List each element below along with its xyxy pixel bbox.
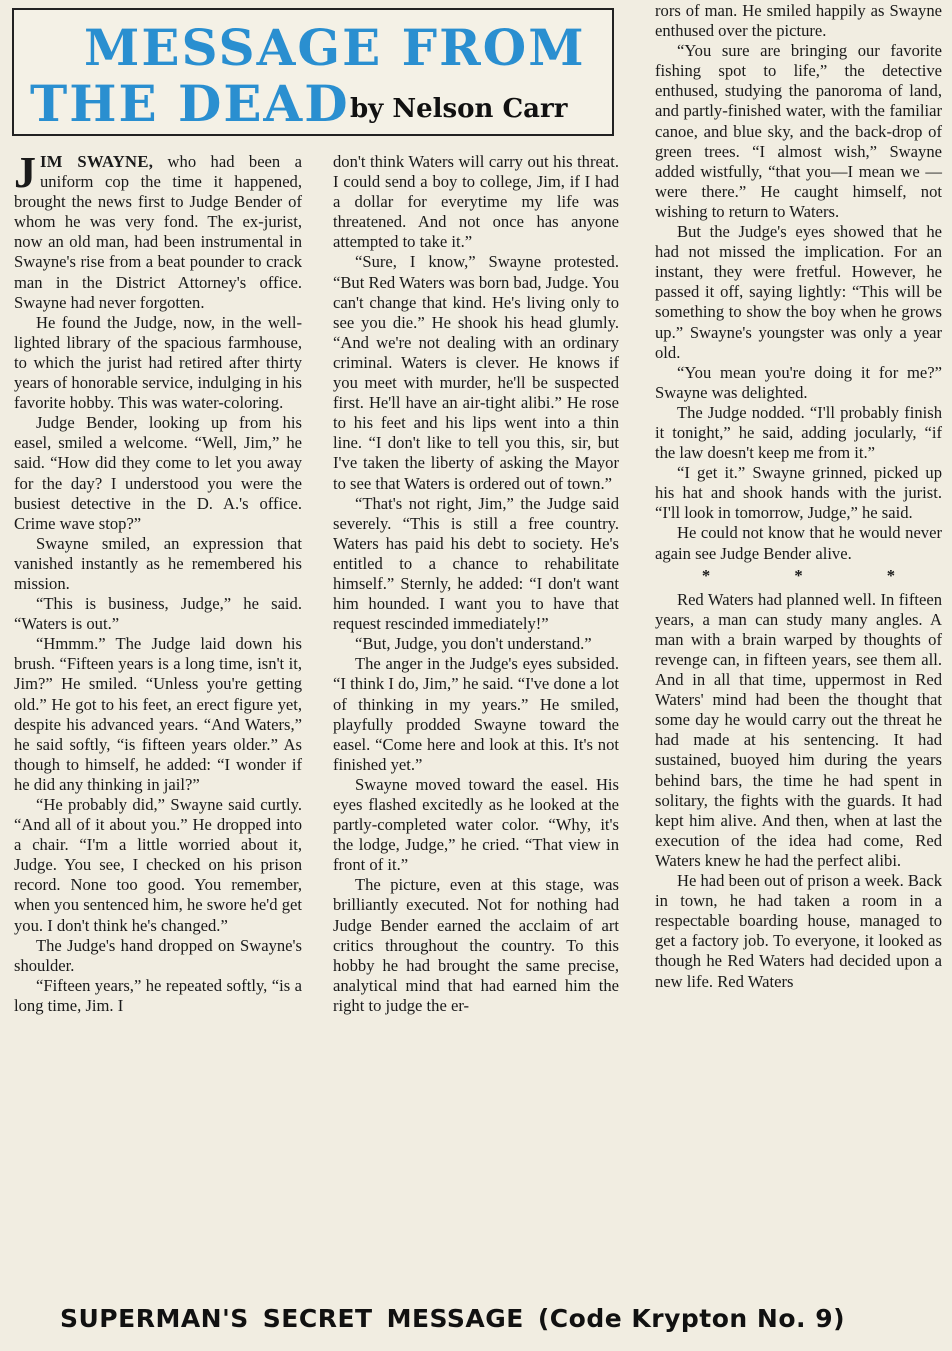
paragraph: He found the Judge, now, in the well-lighted library of the spacious farmhouse, to which the jurist had retired after thirty years of honorable service, indulging in his favorite hobby. This was water-coloring. — [14, 312, 302, 413]
section-separator: * * * — [701, 565, 936, 585]
paragraph: “This is business, Judge,” he said. “Waters is out.” — [14, 594, 302, 634]
paragraph: “Sure, I know,” Swayne protested. “But Red Waters was born bad, Judge. You can't change that kind. He's living only to see you die.” He shook his head glumly. “And we're not dealing with an ordinary criminal. Waters is clever. He knows if you meet with murder, he'll be suspected first. He'll have an air-tight alibi.” He rose to his feet and his lips went into a thin line. “I don't like to tell you this, sir, but I've taken the liberty of asking the Mayor to see that Waters is ordered out of town.” — [333, 252, 619, 493]
footer-word-3: MESSAGE — [386, 1304, 524, 1333]
paragraph: Swayne smiled, an expression that vanished instantly as he remembered his mission. — [14, 533, 302, 593]
footer-word-2: SECRET — [262, 1304, 373, 1333]
lead-in-caps: IM SWAYNE, — [40, 152, 154, 171]
paragraph: “Fifteen years,” he repeated softly, “is a long time, Jim. I — [14, 975, 302, 1015]
paragraph: “He probably did,” Swayne said curtly. “And all of it about you.” He dropped into a chair. “I'm a little worried about it, Judge. You see, I checked on his prison record. None too good. You remember, when you sentenced him, he swore he'd get you. I don't think he's changed.” — [14, 795, 302, 935]
paragraph: The Judge nodded. “I'll probably finish it tonight,” he said, adding jocularly, “if the law doesn't keep me from it.” — [655, 402, 942, 463]
article-column-3 — [655, 1, 942, 992]
paragraph: He had been out of prison a week. Back in town, he had taken a room in a respectable boarding house, managed to get a factory job. To everyone, it looked as though he Red Waters had decided upon a new life. Red Waters — [655, 871, 942, 991]
title-box — [12, 8, 614, 136]
paragraph: don't think Waters will carry out his threat. I could send a boy to college, Jim, if I had a dollar for everytime my life was threatened. And not once has anyone attempted to take it.” — [333, 152, 619, 252]
paragraph: The anger in the Judge's eyes subsided. “I think I do, Jim,” he said. “I've done a lot of thinking in my years.” He smiled, playfully prodded Swayne toward the easel. “Come here and look at this. It's not finished yet.” — [333, 654, 619, 774]
paragraph — [14, 148, 302, 313]
paragraph: Swayne moved toward the easel. His eyes flashed excitedly as he looked at the partly-completed water color. “Why, it's the lodge, Judge,” he cried. “That view in front of it.” — [333, 774, 619, 875]
secret-message-footer — [60, 1304, 900, 1333]
paragraph: The Judge's hand dropped on Swayne's shoulder. — [14, 935, 302, 975]
paragraph: “I get it.” Swayne grinned, picked up his hat and shook hands with the jurist. “I'll look in tomorrow, Judge,” he said. — [655, 463, 942, 523]
story-title-line-2: THE DEAD — [30, 74, 350, 133]
paragraph: “You sure are bringing our favorite fishing spot to life,” the detective enthused, studying the panoroma of land, and partly-finished water, with the familiar canoe, and blue sky, and the back-drop of green trees. “I almost wish,” Swayne added wistfully, “that you—I mean we —were there.” He caught himself, not wishing to return to Waters. — [655, 41, 942, 221]
drop-cap: J — [14, 148, 36, 197]
footer-code: (Code Krypton No. 9) — [537, 1304, 846, 1333]
paragraph: But the Judge's eyes showed that he had not missed the implication. For an instant, they were fretful. However, he passed it off, saying lightly: “This will be something to show the boy when he grows up.” Swayne's youngster was only a year old. — [655, 222, 942, 362]
paragraph: “But, Judge, you don't understand.” — [355, 634, 592, 654]
article-column-2 — [333, 152, 619, 1016]
paragraph: Judge Bender, looking up from his easel, smiled a welcome. “Well, Jim,” he said. “How did they come to let you away for the day? I understood you were the busiest detective in the D. A.'s office. Crime wave stop?” — [14, 413, 302, 533]
paragraph: He could not know that he would never again see Judge Bender alive. — [655, 523, 942, 563]
paragraph: “That's not right, Jim,” the Judge said severely. “This is still a free country. Waters has paid his debt to society. He's entitled to a chance to rehabilitate himself.” Sternly, he added: “I don't want him hounded. I want you to have that request rescinded immediately!” — [333, 493, 619, 634]
byline: by Nelson Carr — [350, 94, 568, 124]
story-title-line-1: MESSAGE FROM — [84, 18, 586, 77]
paragraph: “You mean you're doing it for me?” Swayne was delighted. — [655, 362, 942, 402]
paragraph: The picture, even at this stage, was brilliantly executed. Not for nothing had Judge Bender earned the acclaim of art critics throughout the country. To this hobby he had brought the same precise, analytical mind that had earned him the right to judge the er- — [333, 875, 619, 1015]
footer-word-1: SUPERMAN'S — [60, 1304, 249, 1333]
paragraph: “Hmmm.” The Judge laid down his brush. “Fifteen years is a long time, isn't it, Jim?” He smiled. “Unless you're getting old.” He got to his feet, an erect figure yet, despite his advanced years. “And Waters,” he said softly, “is fifteen years older.” As though to himself, he added: “I wonder if he did any thinking in jail?” — [14, 634, 302, 794]
paragraph-text: who had been a uniform cop the time it happened, brought the news first to Judge Bender of whom he was very fond. The ex-jurist, now an old man, had been instrumental in Swayne's rise from a beat pounder to crack man in the District Attorney's office. Swayne had never forgotten. — [14, 152, 302, 312]
article-column-1 — [14, 148, 302, 1016]
paragraph: Red Waters had planned well. In fifteen years, a man can study many angles. A man with a brain warped by thoughts of revenge can, in fifteen years, see them all. And in all that time, uppermost in Red Waters' mind had been the thought that some day he would carry out the threat he had made at his sentencing. It had sustained, buoyed him during the years behind bars, the time he had spent in solitary, the fights with the guards. It had kept him alive. And then, when at last the execution of the idea had come, Red Waters knew he had the perfect alibi. — [655, 589, 942, 870]
paragraph: rors of man. He smiled happily as Swayne enthused over the picture. — [655, 1, 942, 41]
